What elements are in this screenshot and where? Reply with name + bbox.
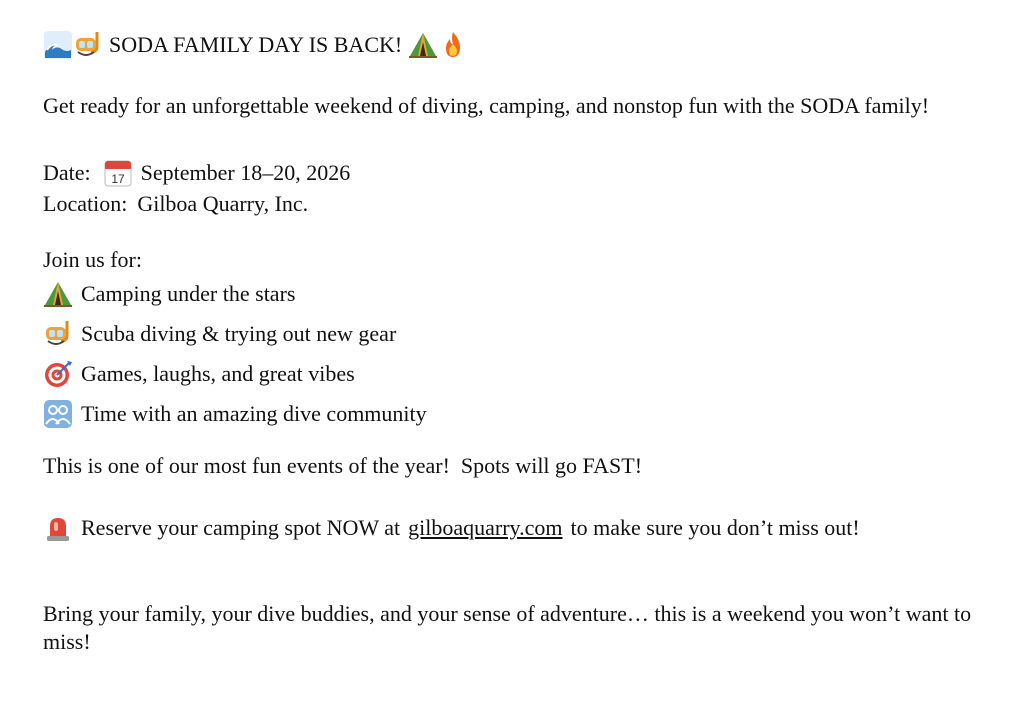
activity-text: Games, laughs, and great vibes	[81, 361, 355, 386]
reserve-text-after: to make sure you don’t miss out!	[570, 515, 860, 540]
location-label: Location:	[43, 191, 128, 216]
wave-icon	[43, 30, 73, 60]
tent-icon	[408, 30, 438, 60]
location-value: Gilboa Quarry, Inc.	[137, 191, 309, 216]
closing-paragraph: Bring your family, your dive buddies, and your sense of adventure… this is a weekend you won’t want to miss!	[43, 601, 972, 654]
people-icon	[43, 399, 73, 429]
list-item	[43, 274, 993, 314]
activity-text: Time with an amazing dive community	[81, 401, 427, 426]
diving-mask-icon	[73, 30, 103, 60]
calendar-day-text: 17	[110, 172, 125, 186]
email-body	[43, 30, 993, 656]
activity-text: Camping under the stars	[81, 281, 296, 306]
title-line	[43, 30, 993, 60]
dart-target-icon	[43, 359, 73, 389]
date-line	[43, 156, 993, 190]
reserve-line	[43, 510, 993, 546]
date-label: Date:	[43, 160, 91, 185]
tent-icon	[43, 279, 73, 309]
diving-mask-icon	[43, 319, 73, 349]
fun-paragraph: This is one of our most fun events of the year! Spots will go FAST!	[43, 453, 643, 478]
siren-icon	[43, 513, 73, 543]
activity-text: Scuba diving & trying out new gear	[81, 321, 397, 346]
list-item	[43, 314, 993, 354]
reserve-text-before: Reserve your camping spot NOW at	[81, 515, 401, 540]
activities-list	[43, 274, 993, 434]
list-item	[43, 354, 993, 394]
gilboa-quarry-link[interactable]: gilboaquarry.com	[408, 515, 563, 540]
intro-paragraph: Get ready for an unforgettable weekend of diving, camping, and nonstop fun with the SODA family!	[43, 93, 930, 118]
location-line	[43, 190, 993, 218]
calendar-icon	[103, 158, 133, 188]
title-text: SODA FAMILY DAY IS BACK!	[109, 32, 403, 57]
fire-icon	[438, 30, 468, 60]
join-heading: Join us for:	[43, 247, 142, 272]
list-item	[43, 394, 993, 434]
date-value: September 18–20, 2026	[140, 160, 351, 185]
